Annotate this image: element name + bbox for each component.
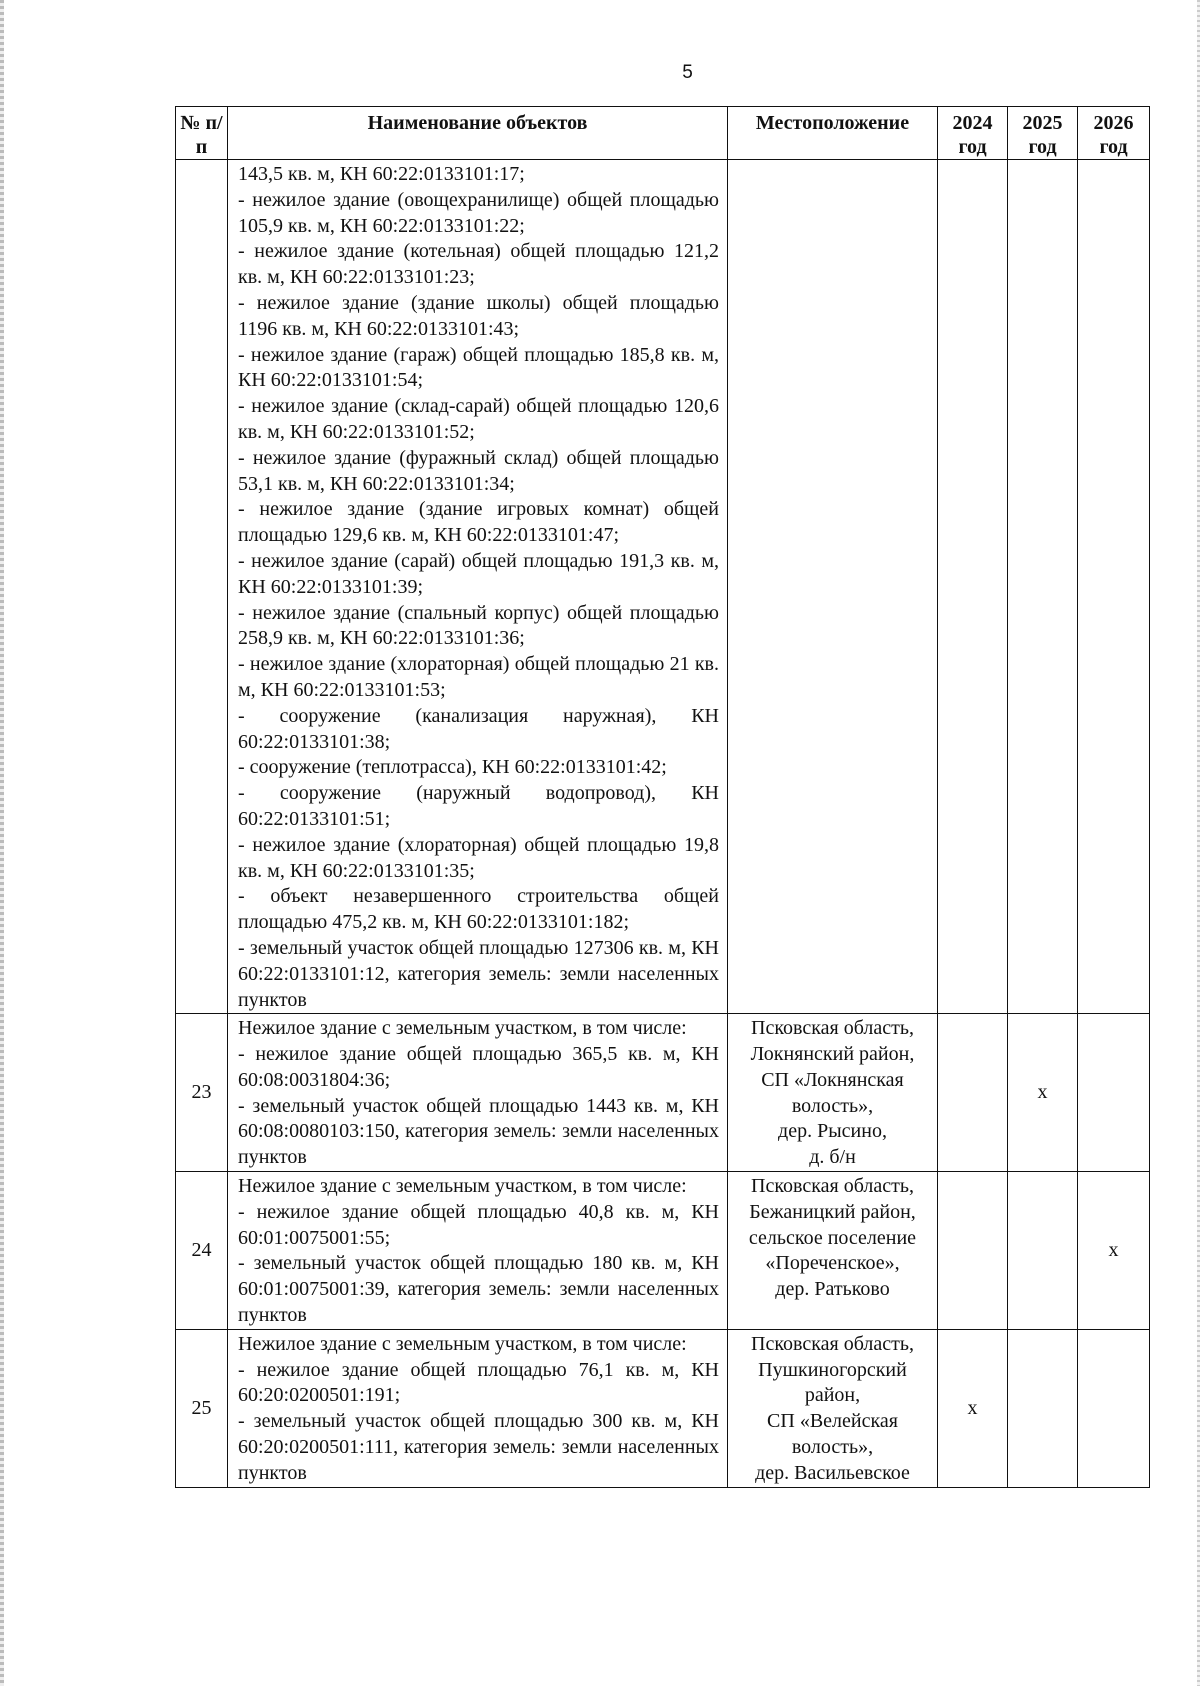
header-location: Местоположение <box>728 107 938 160</box>
location-line: дер. Васильевское <box>755 1461 910 1484</box>
location-line: район, <box>804 1384 861 1407</box>
cell-2024 <box>938 1014 1008 1172</box>
cell-location <box>728 1329 938 1487</box>
cell-num: 25 <box>176 1329 228 1487</box>
location-line: Бежаницкий район, <box>749 1200 916 1223</box>
cell-name <box>228 1329 728 1487</box>
list-item: - сооружение (наружный водопровод), КН 60:22:0133101:51; <box>238 782 719 830</box>
list-item: - сооружение (теплотрасса), КН 60:22:0133101:42; <box>238 756 667 779</box>
list-item: - нежилое здание (здание игровых комнат) общей площадью 129,6 кв. м, КН 60:22:0133101:47; <box>238 498 719 547</box>
cell-2024 <box>938 1172 1008 1330</box>
location-line: дер. Рысино, <box>778 1120 887 1143</box>
list-item: - нежилое здание (сарай) общей площадью 191,3 кв. м, КН 60:22:0133101:39; <box>238 549 719 598</box>
list-item: - нежилое здание (хлораторная) общей площадью 21 кв. м, КН 60:22:0133101:53; <box>238 653 719 701</box>
list-item: - земельный участок общей площадью 180 кв. м, КН 60:01:0075001:39, категория земель: земли населенных пунктов <box>238 1252 719 1327</box>
location-line: Псковская область, <box>751 1175 914 1198</box>
cell-2024: х <box>938 1329 1008 1487</box>
cell-2024 <box>938 160 1008 1014</box>
list-item: - нежилое здание (склад-сарай) общей площадью 120,6 кв. м, КН 60:22:0133101:52; <box>238 395 719 443</box>
list-item: - нежилое здание общей площадью 365,5 кв. м, КН 60:08:0031804:36; <box>238 1043 719 1091</box>
location-line: волость», <box>791 1436 874 1459</box>
cell-name <box>228 1014 728 1172</box>
list-item: - нежилое здание (хлораторная) общей площадью 19,8 кв. м, КН 60:22:0133101:35; <box>238 833 719 882</box>
cell-2025: х <box>1008 1014 1078 1172</box>
header-name: Наименование объектов <box>228 107 728 160</box>
cell-2026: х <box>1078 1172 1150 1330</box>
cell-location <box>728 1172 938 1330</box>
header-2024: 2024 год <box>938 107 1008 160</box>
list-item: Нежилое здание с земельным участком, в том числе: <box>238 1017 687 1040</box>
cell-2026 <box>1078 1014 1150 1172</box>
list-item: - нежилое здание (котельная) общей площадью 121,2 кв. м, КН 60:22:0133101:23; <box>238 240 719 289</box>
header-2025: 2025 год <box>1008 107 1078 160</box>
cell-2025 <box>1008 1172 1078 1330</box>
list-item: - нежилое здание (гараж) общей площадью 185,8 кв. м, КН 60:22:0133101:54; <box>238 343 719 392</box>
scan-edge-left <box>0 0 4 1686</box>
list-item: - земельный участок общей площадью 1443 кв. м, КН 60:08:0080103:150, категория земель: земли населенных пунктов <box>238 1094 719 1169</box>
list-item: - нежилое здание (овощехранилище) общей площадью 105,9 кв. м, КН 60:22:0133101:22; <box>238 188 719 237</box>
cell-2025 <box>1008 160 1078 1014</box>
table-row <box>176 1014 1150 1172</box>
list-item: - нежилое здание (здание школы) общей площадью 1196 кв. м, КН 60:22:0133101:43; <box>238 291 719 340</box>
location-line: СП «Велейская <box>767 1410 898 1433</box>
location-line: СП «Локнянская <box>761 1068 904 1091</box>
table-header-row <box>176 107 1150 160</box>
table-row <box>176 1172 1150 1330</box>
location-line: д. б/н <box>809 1146 856 1169</box>
list-item: - объект незавершенного строительства общей площадью 475,2 кв. м, КН 60:22:0133101:182; <box>238 885 719 934</box>
table-row-continuation <box>176 160 1150 1014</box>
location-line: дер. Ратьково <box>775 1278 890 1301</box>
list-item: - нежилое здание общей площадью 76,1 кв. м, КН 60:20:0200501:191; <box>238 1358 719 1407</box>
table-row <box>176 1329 1150 1487</box>
header-2026: 2026 год <box>1078 107 1150 160</box>
location-line: Пушкиногорский <box>758 1358 907 1381</box>
list-item: - земельный участок общей площадью 127306 кв. м, КН 60:22:0133101:12, категория земель: земли населенных пунктов <box>238 936 719 1011</box>
cell-num <box>176 160 228 1014</box>
list-item: - нежилое здание (спальный корпус) общей площадью 258,9 кв. м, КН 60:22:0133101:36; <box>238 601 719 650</box>
cell-2026 <box>1078 1329 1150 1487</box>
objects-table <box>175 106 1150 1488</box>
cell-name <box>228 1172 728 1330</box>
location-line: сельское поселение <box>748 1226 917 1249</box>
location-line: волость», <box>791 1094 874 1117</box>
cell-location <box>728 1014 938 1172</box>
cell-2025 <box>1008 1329 1078 1487</box>
list-item: Нежилое здание с земельным участком, в том числе: <box>238 1175 687 1198</box>
location-line: Локнянский район, <box>750 1043 915 1066</box>
header-num: № п/п <box>176 107 228 160</box>
list-item: - земельный участок общей площадью 300 кв. м, КН 60:20:0200501:111, категория земель: земли населенных пунктов <box>238 1410 719 1484</box>
cell-num: 23 <box>176 1014 228 1172</box>
cell-name <box>228 160 728 1014</box>
location-line: Псковская область, <box>751 1332 914 1355</box>
location-line: «Пореченское», <box>765 1252 900 1275</box>
cell-location <box>728 160 938 1014</box>
location-line: Псковская область, <box>751 1017 914 1040</box>
list-item: - нежилое здание общей площадью 40,8 кв. м, КН 60:01:0075001:55; <box>238 1200 719 1249</box>
list-item: Нежилое здание с земельным участком, в том числе: <box>238 1332 687 1355</box>
cell-num: 24 <box>176 1172 228 1330</box>
list-item: - сооружение (канализация наружная), КН 60:22:0133101:38; <box>238 704 719 753</box>
list-item: 143,5 кв. м, КН 60:22:0133101:17; <box>238 163 525 185</box>
list-item: - нежилое здание (фуражный склад) общей площадью 53,1 кв. м, КН 60:22:0133101:34; <box>238 446 719 495</box>
cell-2026 <box>1078 160 1150 1014</box>
page-number: 5 <box>682 62 693 83</box>
